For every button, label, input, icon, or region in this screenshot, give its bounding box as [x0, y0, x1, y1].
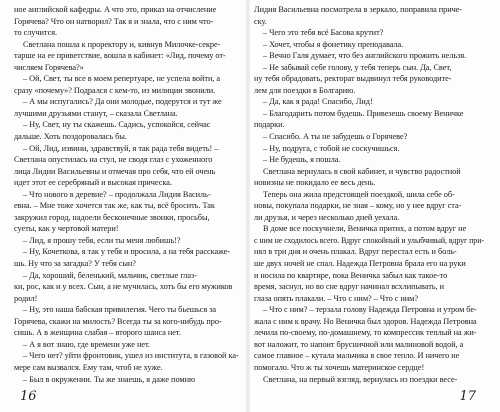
text-line: – А мы испугались? Да они молодые, подерутся и тут же — [23, 97, 222, 107]
text-line: В доме все поскучнели, Веничка притих, а потом вдруг не — [263, 224, 467, 234]
text-line: – Ну, Свет, ну ты скажешь. Садись, успокойся, сейчас — [23, 120, 211, 130]
text-line: – Хочет, чтобы я фонетику преподавала. — [263, 39, 404, 49]
text-line: ки, рос, как и у всех. Сын, а не мучилась, хоть бы его мужиков — [14, 282, 233, 292]
book-gutter — [246, 0, 250, 412]
text-line: самое главное – кутала мальчика в свое тепло. И ничего не — [254, 351, 460, 361]
text-line: – Благодарить потом будешь. Привезешь своему Веничке — [263, 108, 464, 118]
text-line: – А я вот знаю, где времени уже нет. — [23, 339, 150, 349]
text-line: – Лид, я прошу тебя, если ты меня любишь!? — [23, 235, 181, 245]
text-line: Светлана вернулась в свой кабинет, и чувство радостной — [263, 166, 461, 176]
text-line: лем для поездки в Болгарию. — [254, 85, 356, 95]
text-line: новизны не покидало ее весь день. — [254, 178, 376, 188]
text-line: подарки. — [254, 120, 285, 130]
text-line: дальше. Хоть поздоровалась бы. — [14, 132, 127, 142]
text-line: ну тебя обрадовать, ректорат выдвинул тебя руководите- — [254, 74, 452, 84]
text-line: – Да, хороший, беленький, мальчик, светлые глаз- — [23, 270, 197, 280]
text-line: – Не будешь, я пошла. — [263, 155, 341, 165]
text-line: время, заснул, но во сне вдруг начинал всхлипывать, и — [254, 282, 444, 292]
text-line: то случится. — [14, 28, 58, 38]
text-line: – Чего нет? уйти фронтовик, ушел из института, в газовой ка- — [23, 351, 239, 361]
text-line: суеты, как у чертовой матери! — [14, 224, 119, 234]
text-line: – Ну, Кочеткова, я так у тебя и просила, а на тебя расскаже- — [23, 247, 231, 257]
text-line: Горячева, скажи на милость? Всегда ты за кого-нибудь про- — [14, 316, 222, 326]
text-line: числяем Горячева?» — [14, 62, 84, 72]
text-line: Лидия Васильевна посмотрела в зеркало, поправила приче- — [254, 5, 463, 14]
text-line: нял в три дня и очень плакал. Вдруг перестал есть и боль- — [254, 247, 457, 257]
text-line: Светлана опустилась на стул, не сводя глаз с ухоженного — [14, 155, 213, 165]
text-line: мере сам вызвался. Ему там, чтоб не хуже. — [14, 362, 163, 372]
text-line: Светлана, на первый взгляд, вернулась из поездки весе- — [263, 374, 458, 384]
text-line: – Что нового в деревне? – продолжала Лидия Василь- — [23, 189, 211, 199]
text-line: – Ой, Свет, ты все в моем репертуаре, не успела войти, а — [23, 74, 221, 84]
text-line: закружил город, надоели бесконечные звонки, просьбы, — [14, 212, 210, 222]
text-line: родил! — [14, 293, 38, 303]
text-line: – Ну, подруга, с тобой не соскучишься. — [263, 143, 400, 153]
text-line: Светлана пошла к проректору и, кивнув Милочке-секре- — [23, 39, 221, 49]
text-line: новы, покупала подарки, не зная – кому, но у нее вдруг ста- — [254, 201, 462, 211]
text-line: глаза опять плакали. – Что с ним? – Что с ним? — [254, 293, 419, 303]
text-line: ли друзья, и через несколько дней уехала. — [254, 212, 400, 222]
text-line: евна. – Мне тоже хочется так же, как ты, всё бросить. Так — [14, 201, 215, 211]
text-line: – Ну, это наша бабская привилегия. Чего ты бьешься за — [23, 305, 217, 315]
text-line: сишь. А в женщина слабая – второго шанса нет. — [14, 328, 181, 338]
text-line: – Спасибо. А ты не забудешь о Горячеве? — [263, 132, 408, 142]
text-line: – Чего это тебя всё Басова крутит? — [263, 28, 384, 38]
right-page — [254, 4, 486, 384]
page-number-left: 16 — [20, 389, 37, 404]
text-line: – Да, как я рада! Спасибо, Лид! — [263, 97, 373, 107]
text-line: идет этот ее серебряный и высокая прическа. — [14, 178, 172, 188]
text-line: и носила по квартире, пока Веничка забыл как такое-то — [254, 270, 448, 280]
text-line: с ним не сходилось всего. Вдруг спокойный и улыбчивый, вдруг при- — [254, 235, 484, 245]
text-line: лица Лидии Васильевны и отмечая про себя, что ей очень — [14, 166, 216, 176]
text-line: – Ой, Лид, извини, здравствуй, я так рада тебя видеть! – — [23, 143, 219, 153]
text-line: вот наложит, то напоит брусничной или малиновой водой, а — [254, 339, 464, 349]
text-line: ску. — [254, 16, 267, 26]
text-line: ше двух ночей не спал. Надежда Петровна брала его на руки — [254, 259, 466, 269]
text-line: лечила по-своему, по-домашнему, то компрессик теплый на жи- — [254, 328, 477, 338]
text-line: сразу «почему»? Подрался с кем-то, из милиции звонили. — [14, 85, 216, 95]
text-line: – Не забывай себе голову, у тебя теперь сын. Да, Свет, — [263, 62, 452, 72]
left-page — [14, 4, 246, 384]
text-line: Горячева? Что он натворил? Так я и знала, что с ним что- — [14, 16, 214, 26]
text-line: лучшими друзьями станут, – сказала Светлана. — [14, 108, 178, 118]
text-line: помогало. Что ж ты хочешь материнское сердце! — [254, 362, 425, 372]
text-line: Теперь она жила предстоящей поездкой, шила себе об- — [263, 189, 455, 199]
text-line: – Был в окружении. Ты же знаешь, я даже помню — [23, 374, 196, 384]
text-line: тарше на ее приветствие, вошла в кабинет: «Лид, почему от- — [14, 51, 226, 61]
text-line: – Вечно Галя думает, что без английского прожить нельзя. — [263, 51, 467, 61]
text-line: ное английской кафедры. А что это, приказ на отчисление — [14, 5, 217, 14]
page-number-right: 17 — [459, 389, 476, 404]
text-line: – Что с ним? – терзала голову Надежда Петровна и утром бе- — [263, 305, 477, 315]
text-line: шь. Ну что за загадка? У тебя сын? — [14, 259, 136, 269]
text-line: жала с ним к врачу. Но Веничка был здоров. Надежда Петровна — [254, 316, 477, 326]
